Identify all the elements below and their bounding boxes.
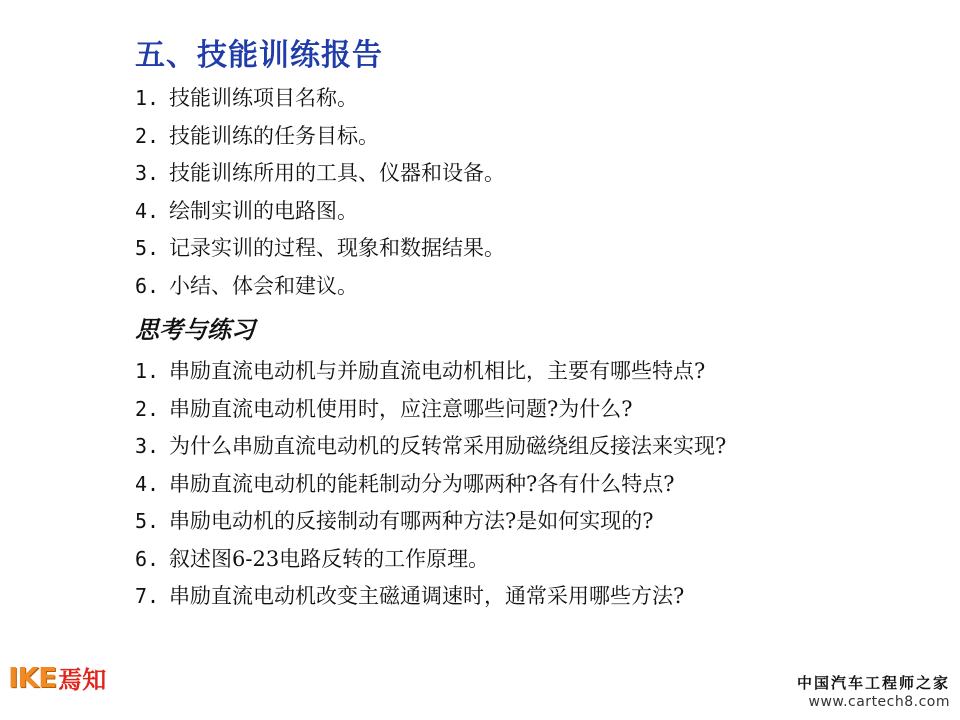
watermark-site-name: 中国汽车工程师之家 (796, 674, 950, 692)
list-item (135, 230, 505, 268)
item-text: 技能训练的任务目标。 (169, 123, 379, 148)
item-text: 绘制实训的电路图。 (169, 198, 358, 223)
item-text: 串励直流电动机与并励直流电动机相比，主要有哪些特点? (169, 359, 706, 383)
item-text: 技能训练所用的工具、仪器和设备。 (169, 161, 505, 185)
item-text: 为什么串励直流电动机的反转常采用励磁绕组反接法来实现? (169, 434, 727, 458)
list-item (135, 428, 726, 466)
list-item (135, 578, 726, 616)
item-number: 1. (135, 86, 160, 110)
item-number: 4. (135, 198, 160, 223)
ike-logo (8, 662, 106, 692)
list-item (135, 80, 505, 118)
list-item (135, 118, 505, 156)
item-number: 5. (135, 509, 160, 533)
list-item (135, 353, 726, 391)
item-number: 3. (135, 161, 160, 185)
list-item (135, 503, 726, 541)
logo-latin-text: IKE (8, 660, 57, 694)
item-text: 串励直流电动机的能耗制动分为哪两种?各有什么特点? (169, 471, 675, 496)
item-number: 3. (135, 434, 160, 458)
logo-chinese-text: 焉知 (58, 665, 107, 694)
list-item (135, 193, 505, 231)
watermark-site-url: www.cartech8.com (808, 694, 950, 710)
item-text: 技能训练项目名称。 (169, 86, 358, 110)
item-number: 2. (135, 123, 160, 148)
list-item (135, 155, 505, 193)
item-text: 叙述图6-23电路反转的工作原理。 (169, 546, 490, 571)
item-number: 7. (135, 584, 160, 608)
item-text: 串励直流电动机使用时，应注意哪些问题?为什么? (169, 396, 633, 421)
item-text: 串励直流电动机改变主磁通调速时，通常采用哪些方法? (169, 584, 685, 608)
item-number: 6. (135, 546, 160, 571)
item-number: 4. (135, 471, 160, 496)
item-number: 6. (135, 273, 160, 298)
cartech-watermark (797, 672, 950, 710)
item-number: 1. (135, 359, 160, 383)
list-item (135, 466, 726, 504)
item-number: 5. (135, 236, 160, 260)
exercises-title: 思考与练习 (135, 315, 255, 344)
exercise-questions-list (135, 353, 726, 616)
report-items-list (135, 80, 505, 305)
item-text: 记录实训的过程、现象和数据结果。 (169, 236, 505, 260)
item-number: 2. (135, 396, 160, 421)
list-item (135, 391, 726, 429)
list-item (135, 541, 726, 579)
list-item (135, 268, 505, 306)
section-title: 五、技能训练报告 (135, 38, 383, 73)
item-text: 小结、体会和建议。 (169, 273, 358, 298)
item-text: 串励电动机的反接制动有哪两种方法?是如何实现的? (169, 509, 654, 533)
